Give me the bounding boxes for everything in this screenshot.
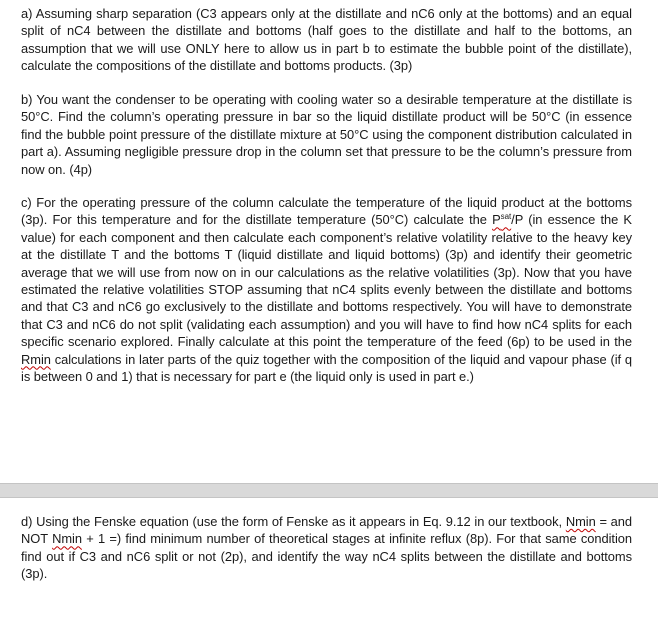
part-d-text-3: + 1 =) find minimum number of theoretical stages at infinite reflux (8p). For that same condition find out if C3 and nC6 split or not (2p), and identify the way nC4 splits between the distillate and bottoms (3p). [21, 531, 633, 582]
nmin-word-2: Nmin [52, 531, 82, 547]
part-c-text-3: calculations in later parts of the quiz together with the composition of the liquid and vapour phase (if q is between 0 and 1) that is necessary for part e (the liquid only is used in part e.) [21, 351, 632, 385]
part-d-text-2: = and NOT [21, 514, 632, 547]
part-d-paragraph [21, 513, 632, 583]
part-c-text-1: c) For the operating pressure of the column calculate the temperature of the liquid product at the bottoms (3p). For this temperature and for the distillate temperature (50°C) calculate the [21, 195, 632, 228]
p-sat-symbol [492, 212, 511, 227]
part-a-paragraph [21, 5, 632, 75]
sat-superscript: sat [500, 212, 512, 222]
p-symbol: P [492, 212, 501, 228]
part-b-paragraph [21, 91, 632, 178]
part-d-text-1: d) Using the Fenske equation (use the form of Fenske as it appears in Eq. 9.12 in our textbook, [21, 514, 566, 529]
part-c-paragraph [21, 194, 632, 385]
part-a-text: a) Assuming sharp separation (C3 appears only at the distillate and nC6 only at the bottoms) and an equal split of nC4 between the distillate and bottoms (half goes to the distillate and half to the bottoms, an assumption that we will use ONLY here to allow us in part b to estimate the bubble point of the distillate), calculate the compositions of the distillate and bottoms products. (3p) [21, 6, 632, 74]
rmin-word: Rmin [21, 351, 51, 367]
part-c-text-2: /P (in essence the K value) for each component and then calculate each component’s relative volatility relative to the heavy key at the distillate T and the bottoms T (liquid distillate and liquid bottoms) (3p) and identify their geometric average that we will use from now on in our calculations as the relative volatilities (3p). Now that you have estimated the relative volatilities STOP assuming that nC4 splits evenly between the distillate and bottoms and that C3 and nC6 go exclusively to the distillate and bottoms respectively. You will have to demonstrate that C3 and nC6 do not split (validating each assumption) and you will have to find how nC4 splits for each specific scenario explored. Finally calculate at this point the temperature of the feed (6p) to be used in the [21, 212, 632, 350]
nmin-word-1: Nmin [565, 514, 596, 529]
part-b-text: b) You want the condenser to be operating with cooling water so a desirable temperature at the distillate is 50°C. Find the column’s operating pressure in bar so the liquid distillate product will be 50°C (in essence find the bubble point pressure of the distillate mixture at 50°C using the component distribution calculated in part a). Assuming negligible pressure drop in the column set that pressure to be the column’s pressure from now on. (4p) [21, 92, 632, 177]
document-page-bottom [0, 498, 658, 634]
page-break-separator [0, 483, 658, 498]
